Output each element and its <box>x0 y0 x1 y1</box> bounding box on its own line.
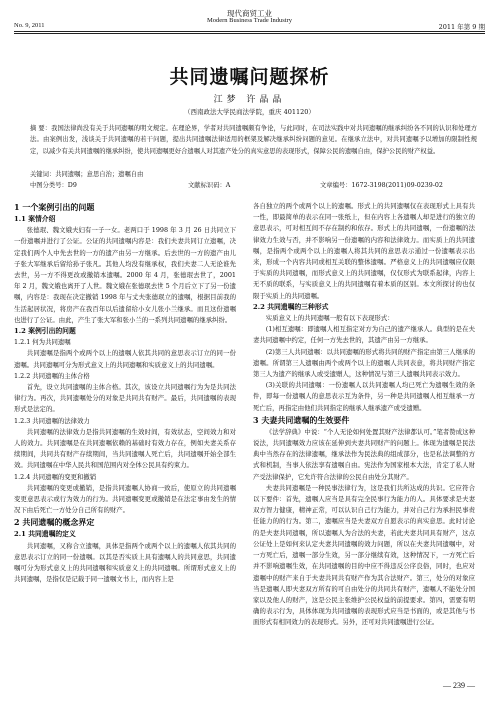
author-affiliation: （西南政法大学民商法学院，重庆 401120） <box>184 108 315 116</box>
keywords: 关键词：共同遗嘱；意思自治；遗嘱自由 <box>30 171 144 178</box>
header-rule-thin <box>14 33 485 34</box>
body-paragraph: 《法学辞典》中说：“个人无论如何处置其财产法律都认可。”笔者赞成这种说法，共同遗嘱效力应该在延伸到夫妻共同财产的问题上。体现为遗嘱是民法典中当然存在的法律遗嘱，继承法作为民法典的组成部分，也是私法调整的方式和机制，当事人依法享有遗嘱自由。宪法作为国家根本大法，肯定了私人财产受法律保护，它允许符合法律的公民自由处分其财产。 <box>253 427 475 481</box>
issue-cn: 2011 年第 9 期 <box>438 23 485 31</box>
journal-title: 现代商贸工业 <box>227 9 272 18</box>
issue-number: No. 9, 2011 <box>14 22 45 29</box>
section-heading: 1 一个案例引出的问题 <box>14 202 95 212</box>
subsection-heading: 2.2 共同遗嘱的三种形式 <box>253 302 329 311</box>
article-number: 文章编号：1672-3198(2011)09-0239-02 <box>320 182 443 189</box>
subsubsection-heading: 1.2.2 共同遗嘱的主体合格 <box>14 371 90 380</box>
body-paragraph-continued: 各自独立的两个或两个以上的遗嘱。形式上的共同遗嘱仅在表现形式上具有共一性，即最简单的表示在同一张纸上，但在内容上各遗嘱人却是进行的独立的意思表示，可对相互间不存在制约和依存。形式上的共同遗嘱，一份遗嘱的法律效力生效与否，并不影响另一份遗嘱的内容和法律效力。而实质上的共同遗嘱，是指两个或两个以上的遗嘱人将其共同的意思表示通过一份遗嘱表示出来，形成一个内容共同或相互关联的整体遗嘱。严格意义上的共同遗嘱应仅限于实质的共同遗嘱，而形式意义上的共同遗嘱，仅仅形式为联系起律，内容上无不质的联系，与实质意义上的共同遗嘱有着本质的区别。本文所探讨的也仅限于实质上的共同遗嘱。 <box>253 202 475 300</box>
document-code: 文献标识码：A <box>188 182 231 189</box>
subsection-heading: 2.1 共同遗嘱的定义 <box>14 530 76 539</box>
article-authors: 江梦 许晶晶 <box>213 95 286 105</box>
body-paragraph: (1)相互遗嘱：即遗嘱人相互指定对方为自己的遗产继承人。典型的是在夫妻共同遗嘱中约定，任何一方先去世的，其遗产由另一方继承。 <box>253 325 475 345</box>
body-paragraph: 共同遗嘱，又称合立遗嘱，具体是指两个或两个以上的遗嘱人依其共同的意思表示订立的同一份遗嘱。以其是否实质上具有遗嘱人的共同意思，共同遗嘱可分为形式意义上的共同遗嘱和实质意义上的共同遗嘱。所谓形式意义上的共同遗嘱，是指仅是记载于同一遗嘱文书上，而内容上是 <box>14 541 236 584</box>
subsection-heading: 1.2 案例引出的问题 <box>14 327 76 336</box>
article-title: 共同遗嘱问题探析 <box>169 66 330 88</box>
body-paragraph: 首先，设立共同遗嘱的主体合格。其次，该设立共同遗嘱行为为是共同法律行为。再次，共同遗嘱处分的对象是共同共有财产。最后，共同遗嘱的表现形式是法定的。 <box>14 383 236 414</box>
subsubsection-heading: 1.2.4 共同遗嘱的变更和撤销 <box>14 472 97 481</box>
section-heading: 2 共同遗嘱的概念界定 <box>14 517 95 528</box>
body-paragraph: 共同遗嘱的变更或撤销，是指共同遗嘱人协商一致后，使原立的共同遗嘱变更意思表示或行为效力的行为。共同遗嘱变更或撤销是在法定事由发生的情况下由后死亡一方处分自己所有的财产。 <box>14 483 236 515</box>
article-meta <box>30 180 477 190</box>
clc-number: 中图分类号：D9 <box>30 182 77 189</box>
section-heading: 3 夫妻共同遗嘱的生效要件 <box>253 414 350 425</box>
body-paragraph: (3)关联的共同遗嘱：一份遗嘱人以共同遗嘱人均已死亡为遗嘱生效的条件，即每一份遗嘱人的意思表示互为条件，另一种是共同遗嘱人相互继承一方死亡后，再指定由他们共同指定的继承人继承遗产或受遗赠。 <box>253 381 475 412</box>
body-paragraph: 共同遗嘱的法律效力是指共同遗嘱的生效时间，有效状态，空间效力和对人的效力。共同遗嘱是在共同遗嘱依赖的基础时有效力存在，例如夫妻关系存续期间，共同共有财产存续期间，当共同遗嘱人死亡后，共同遗嘱开始全部生效。共同遗嘱在中华人民共和国范围内对全体公民具有约束力。 <box>14 427 236 470</box>
body-paragraph: (2)第三人共同遗嘱：以共同遗嘱的形式将共同的财产指定由第三人继承的遗嘱。所谓第三人遗嘱由两个或两个以上的遗嘱人共同表意，将共同财产指定第三人为遗产的继承人或受遗赠人，这种情况与第三人遗嘱共同表示效力。 <box>253 347 475 379</box>
page-number: — 239 — <box>443 681 475 690</box>
body-paragraph: 实质意义上的共同遗嘱一般有以下表现形式： <box>265 314 394 323</box>
subsubsection-heading: 1.2.3 共同遗嘱的法律效力 <box>14 416 90 425</box>
journal-title-en: Modern Business Trade Industry <box>206 17 293 24</box>
header-rule <box>14 31 485 32</box>
abstract: 摘 要：我国法律尚没有关于共同遗嘱的明文规定。在理论界，学者对共同遗嘱颇有争论，与此同时，在司法实践中对共同遗嘱的继承纠纷各不同的认识和处理方法。由案例出发，浅谈关于共同遗嘱的若干问题，提出共同遗嘱法律适用的框架及解决继承纠纷问题的意见。在继承立法中，对共同遗嘱予以增加的限制性规定，以减少有关共同遗嘱的继承纠纷，使共同遗嘱更好合遗嘱人对其遗产处分的真实意思的表现形式，保障公民的遗嘱自由，保护公民的财产权益。 <box>30 125 477 155</box>
body-paragraph: 张德珉、魏文娥夫妇有一子一女。老两口于 1998 年 3 月 26 日共同立下一份遗嘱并进行了公证。公证的共同遗嘱内容是：我们夫妻共同订立遗嘱，决定我们两个人中先去世的一方的遗产由另一方继承。后去世的一方的遗产由儿子张大军继承后留给孙子张凡。其他人均没有继承权，我们夫妻二人无论谁先去世，另一方不得更改或撤销本遗嘱。2000 年 4 月，张德珉去世了，2001 年 2 月，魏文娥也离开了人世。魏文娥在张德珉去世 5 个月后立下了另一份遗嘱，内容是：我现在决定撤销 1998 年与丈夫张德珉立的遗嘱，根据目前我的生活起居状况，将房产在我百年以后遗留给小女儿张小兰继承。而且这份遗嘱也进行了公证。由此，产生了张大军和张小兰的一系列共同遗嘱的继承纠纷。 <box>14 226 236 324</box>
body-column-right <box>253 201 475 629</box>
body-paragraph: 共同遗嘱是指两个或两个以上的遗嘱人依其共同的意思表示订立的同一份遗嘱。共同遗嘱可分为形式意义上的共同遗嘱和实质意义上的共同遗嘱。 <box>14 349 236 369</box>
body-column-left <box>14 201 236 586</box>
body-paragraph: 夫妻共同遗嘱是一种民事法律行为，这是我们共所达成的共识。它应符合以下要件：首先，遗嘱人应当是具有完全民事行为能力的人。具体要求是夫妻双方智力健康，精神正常，可以认识自己行为能力，并对自己行为承担民事责任能力的的行为。第二，遗嘱应当是夫妻双方自愿表示的真实意思。此时讨论的是夫妻共同遗嘱，所以遗嘱人为合法的夫妻，若此夫妻共同具有财产，这点公证处上是如何来认定夫妻共同遗嘱的效力问题，所以在夫妻共同遗嘱中，对一方死亡后，遗嘱一部分生效，另一部分继续有效，这种情况下，一方死亡后并不影响遗嘱生效，在共同遗嘱的目的中应不得违反公序良俗，同时，也应对遗嘱中的财产来自于夫妻共同共有财产作为其合法财产。第三，处分的对象应当是遗嘱人即夫妻双方所有的可自由处分的共同共有财产，遗嘱人不能处分国家以及他人的财产，这是公民主张维护公民权益的前提要求。第四，需要有明确的表示行为，具体体现为共同遗嘱的表现形式应当是书面的，或是其他与书面形式有相同效力的表现形式。另外，还可对共同遗嘱进行公证。 <box>253 483 475 627</box>
subsubsection-heading: 1.2.1 何为共同遗嘱 <box>14 338 71 347</box>
subsection-heading: 1.1 案情介绍 <box>14 215 56 223</box>
